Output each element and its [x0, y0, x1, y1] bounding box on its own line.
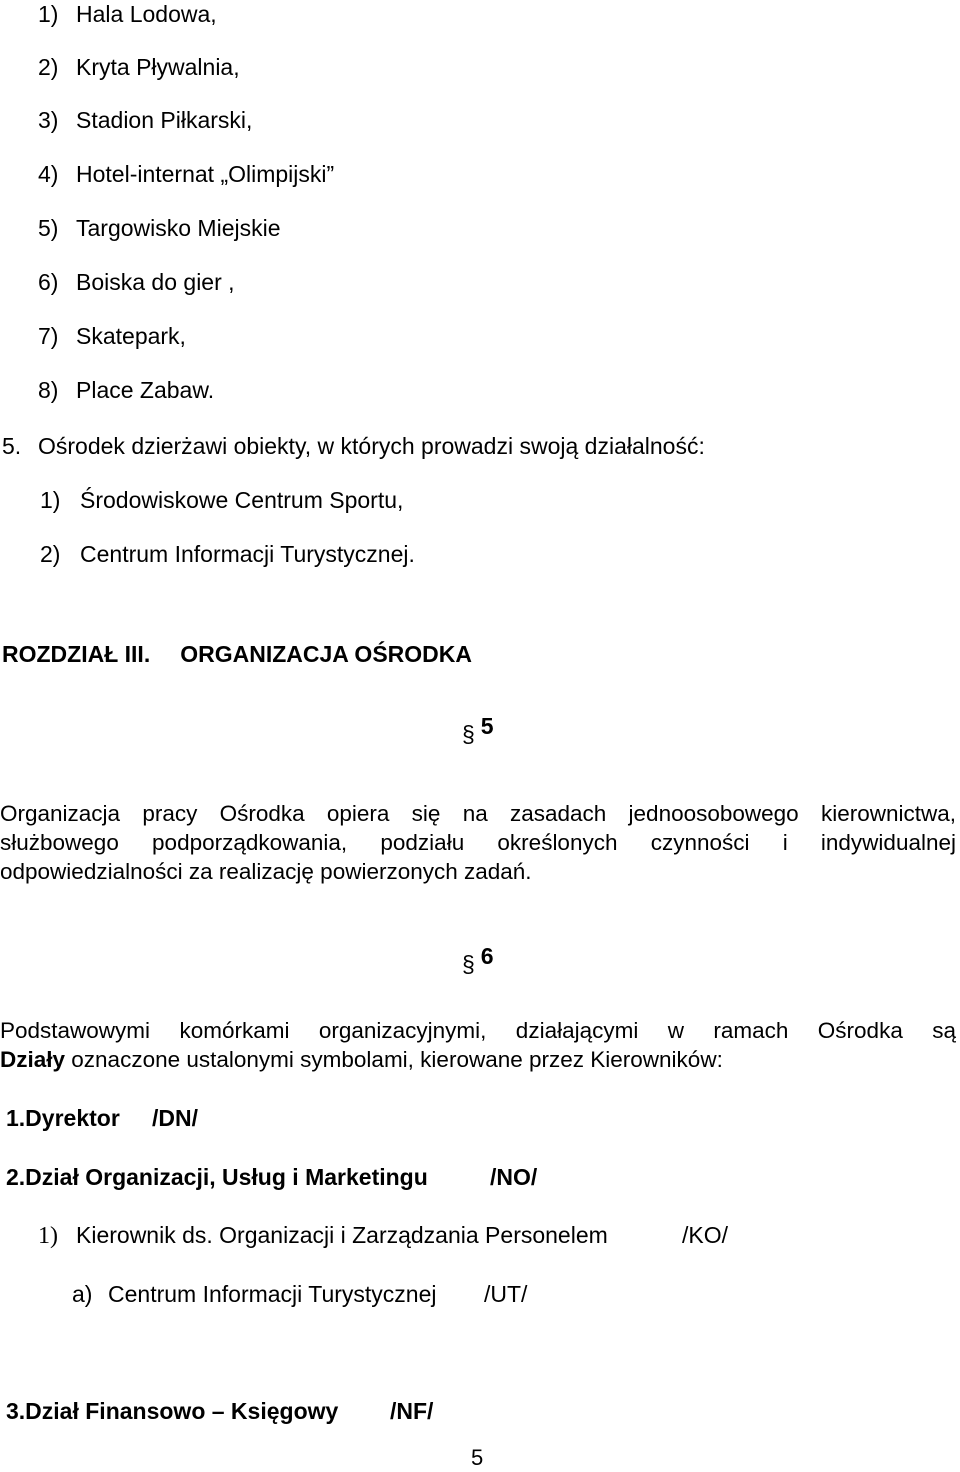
paragraph-line: Organizacja pracy Ośrodka opiera się na zasadach jednoosobowego kierownictwa,: [0, 801, 956, 826]
list-item: 2) Centrum Informacji Turystycznej.: [40, 541, 415, 567]
list-item: 2) Kryta Pływalnia,: [38, 54, 240, 80]
paragraph-line: odpowiedzialności za realizację powierzonych zadań.: [0, 859, 532, 884]
sub-list-item: a) Centrum Informacji Turystycznej /UT/: [72, 1281, 528, 1307]
paragraph-line: służbowego podporządkowania, podziału określonych czynności i indywidualnej: [0, 830, 956, 855]
list-item: 1) Hala Lodowa,: [38, 1, 217, 27]
section-heading: § 5: [462, 713, 494, 747]
paragraph: [0, 1016, 956, 1074]
chapter-heading: ROZDZIAŁ III. ORGANIZACJA OŚRODKA: [2, 641, 472, 667]
page-number: 5: [471, 1445, 484, 1470]
department-item: 3.Dział Finansowo – Księgowy /NF/: [6, 1398, 434, 1424]
section-heading: § 6: [462, 943, 494, 977]
numbered-point: 5. Ośrodek dzierżawi obiekty, w których prowadzi swoją działalność:: [2, 433, 705, 459]
list-item: 3) Stadion Piłkarski,: [38, 107, 253, 133]
list-item: 8) Place Zabaw.: [38, 377, 215, 403]
list-item: 5) Targowisko Miejskie: [38, 215, 281, 241]
sub-list-item: 1) Kierownik ds. Organizacji i Zarządzania Personelem /KO/: [38, 1222, 729, 1249]
department-item: 2.Dział Organizacji, Usług i Marketingu /NO/: [6, 1164, 538, 1190]
department-item: 1.Dyrektor /DN/: [6, 1105, 198, 1131]
paragraph: [0, 799, 956, 886]
list-item: 1) Środowiskowe Centrum Sportu,: [40, 487, 404, 513]
list-item: 7) Skatepark,: [38, 323, 186, 349]
list-item: 4) Hotel-internat „Olimpijski”: [38, 161, 335, 187]
paragraph-line: Działy oznaczone ustalonymi symbolami, kierowane przez Kierowników:: [0, 1047, 723, 1072]
list-item: 6) Boiska do gier ,: [38, 269, 235, 295]
paragraph-line: Podstawowymi komórkami organizacyjnymi, działającymi w ramach Ośrodka są: [0, 1018, 956, 1043]
